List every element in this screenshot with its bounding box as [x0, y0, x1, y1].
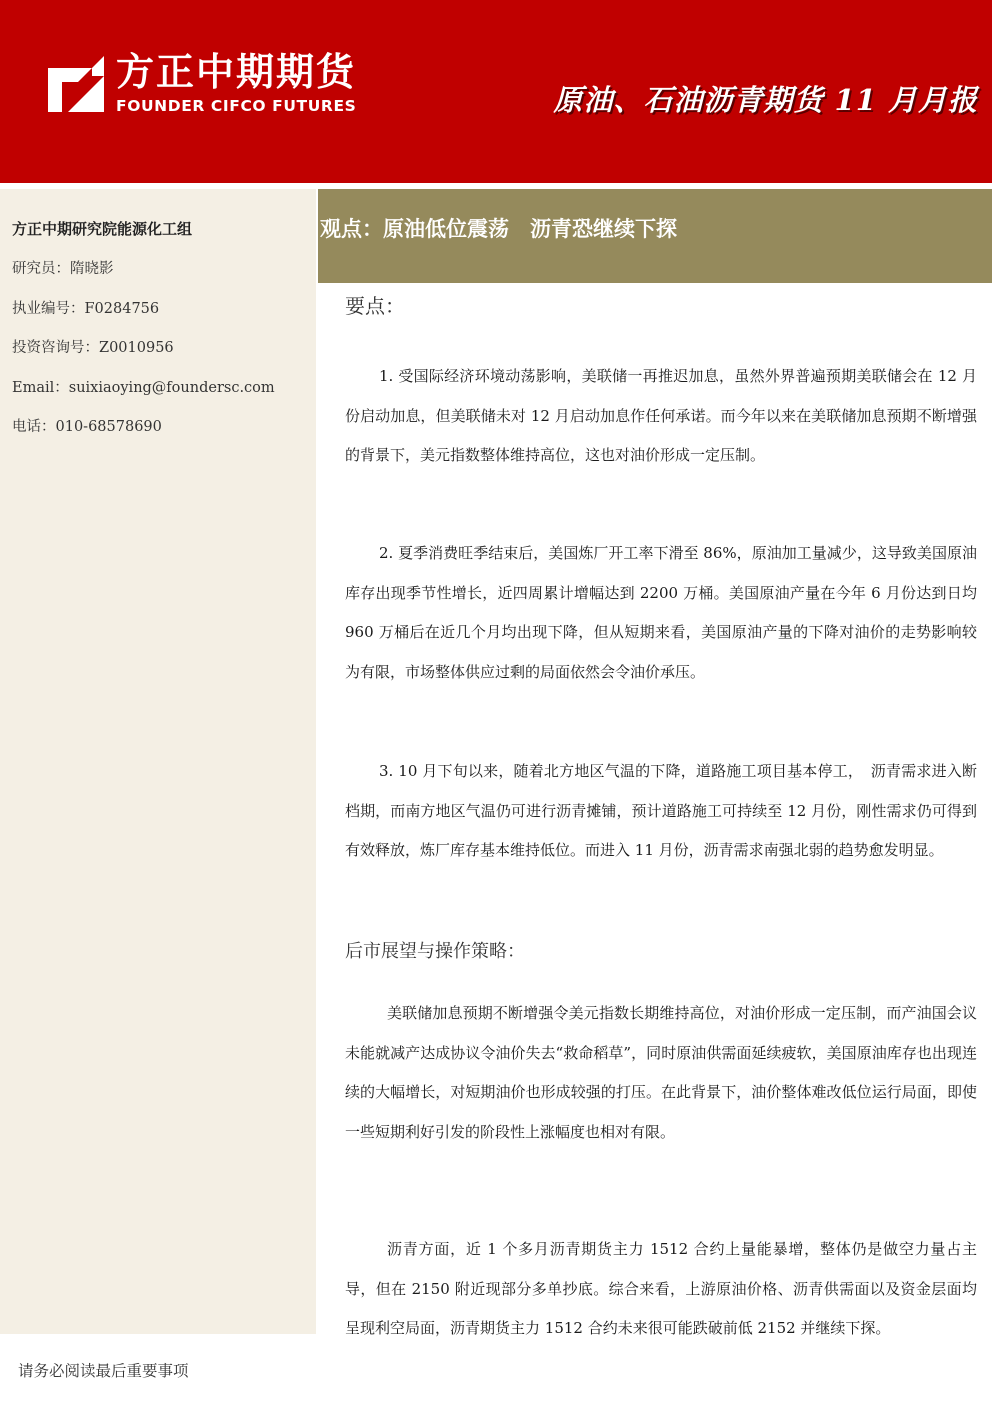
- key-point-paragraph: 3. 10 月下旬以来，随着北方地区气温的下降，道路施工项目基本停工， 沥青需求进入断档期，而南方地区气温仍可进行沥青摊铺，预计道路施工可持续至 12 月份，刚性需求仍可得到有效释放，炼厂库存基本维持低位。而进入 11 月份，沥青需求南强北弱的趋势愈发明显。: [345, 762, 977, 859]
- consult-number: 投资咨询号：Z0010956: [12, 340, 174, 356]
- report-title: 原油、石油沥青期货 11 月月报: [553, 83, 978, 117]
- contact-phone: 电话：010-68578690: [12, 419, 162, 435]
- contact-email[interactable]: Email：suixiaoying@foundersc.com: [12, 380, 275, 396]
- key-points-title: 要点：: [345, 294, 405, 318]
- viewpoint-heading: 观点：原油低位震荡 沥青恐继续下探: [320, 217, 677, 241]
- author-sidebar: [0, 189, 316, 1403]
- outlook-paragraph: 美联储加息预期不断增强令美元指数长期维持高位，对油价形成一定压制，而产油国会议未能就减产达成协议令油价失去“救命稻草”，同时原油供需面延续疲软，美国原油库存也出现连续的大幅增长，对短期油价也形成较强的打压。在此背景下，油价整体难改低位运行局面，即使一些短期利好引发的阶段性上涨幅度也相对有限。: [345, 1004, 977, 1141]
- researcher-name: 研究员：隋晓影: [12, 261, 114, 277]
- founder-logo-icon: [46, 54, 106, 114]
- key-point-paragraph: 2. 夏季消费旺季结束后，美国炼厂开工率下滑至 86%，原油加工量减少，这导致美国原油库存出现季节性增长，近四周累计增幅达到 2200 万桶。美国原油产量在今年 6 月份达到日均 960 万桶后在近几个月均出现下降，但从短期来看，美国原油产量的下降对油价的走势影响较为有限，市场整体供应过剩的局面依然会令油价承压。: [345, 544, 977, 681]
- brand-name-cn: 方正中期期货: [116, 50, 357, 94]
- outlook-title: 后市展望与操作策略：: [345, 941, 525, 962]
- key-point-paragraph: 1. 受国际经济环境动荡影响，美联储一再推迟加息，虽然外界普遍预期美联储会在 12 月份启动加息，但美联储未对 12 月启动加息作任何承诺。而今年以来在美联储加息预期不断增强的背景下，美元指数整体维持高位，这也对油价形成一定压制。: [345, 367, 977, 464]
- outlook-paragraph: 沥青方面，近 1 个多月沥青期货主力 1512 合约上量能暴增，整体仍是做空力量占主导，但在 2150 附近现部分多单抄底。综合来看，上游原油价格、沥青供需面以及资金层面均呈现利空局面，沥青期货主力 1512 合约未来很可能跌破前低 2152 并继续下探。: [345, 1240, 977, 1337]
- report-header: [0, 0, 992, 183]
- license-number: 执业编号：F0284756: [12, 301, 160, 317]
- research-group: 方正中期研究院能源化工组: [12, 220, 193, 238]
- brand-name-en: FOUNDER CIFCO FUTURES: [116, 97, 357, 115]
- disclaimer-note: 请务必阅读最后重要事项: [18, 1362, 189, 1380]
